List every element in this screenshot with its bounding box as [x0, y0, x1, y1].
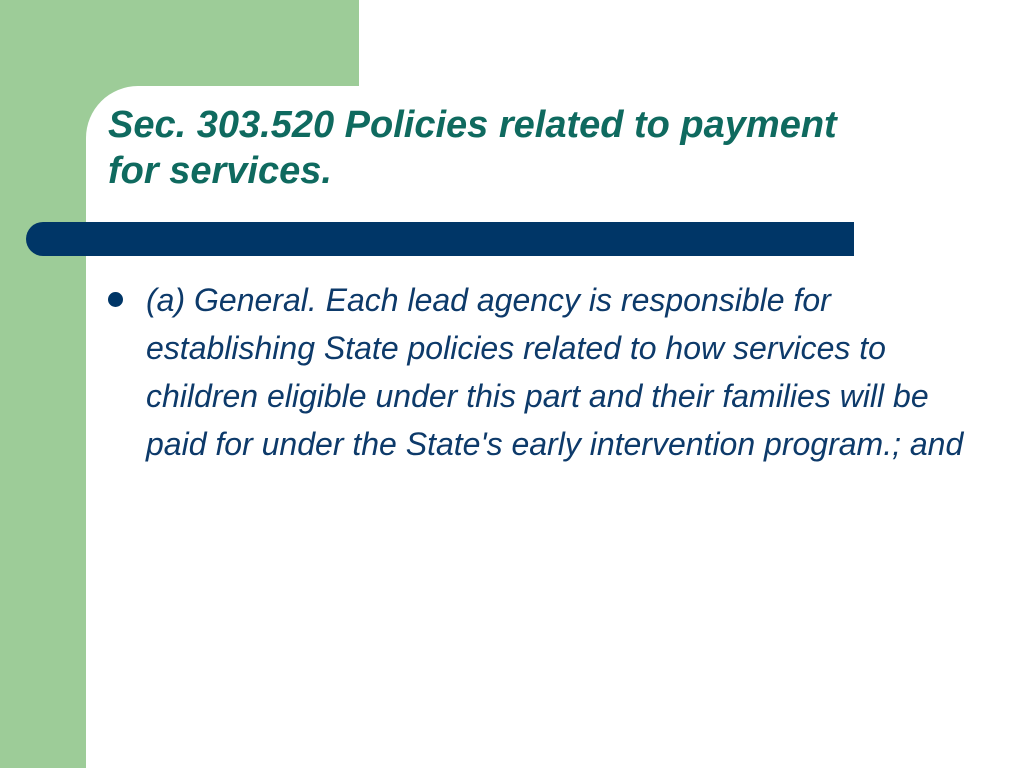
- bullet-item: [104, 276, 964, 468]
- bullet-dot-icon: [108, 292, 123, 307]
- slide-title: Sec. 303.520 Policies related to payment for services.: [108, 104, 837, 192]
- title-divider-bar: [26, 222, 854, 256]
- bullet-text: (a) General. Each lead agency is responsible for establishing State policies related to how services to children eligible under this part and their families will be paid for under the State's early intervention program.; and: [146, 282, 964, 462]
- bullet-list: [104, 276, 964, 468]
